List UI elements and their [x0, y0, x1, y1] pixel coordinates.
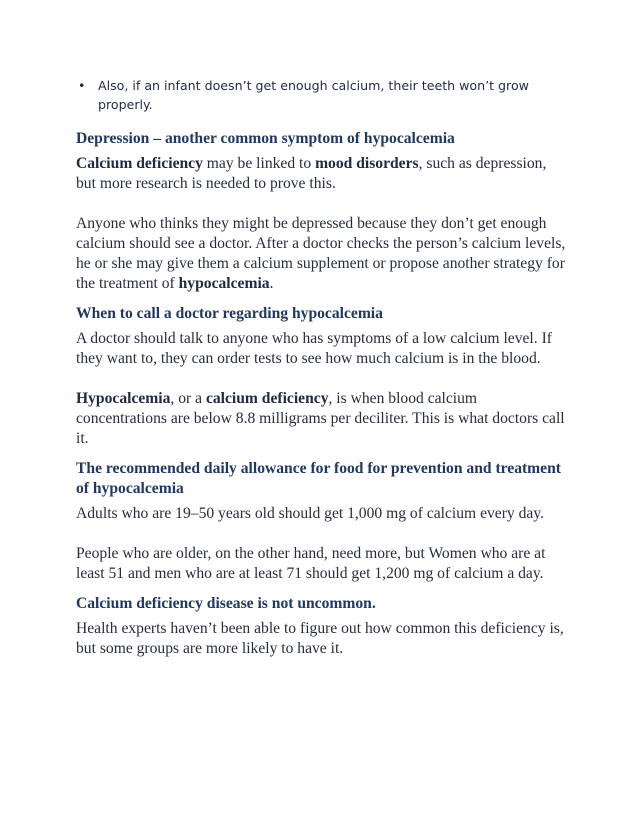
bold-calcium-deficiency: calcium deficiency [205, 390, 329, 407]
bold-mood-disorders: mood disorders [315, 155, 419, 172]
paragraph-older-people: People who are older, on the other hand, need more, but Women who are at least 51 and men who are at least 71 should get 1,200 mg of calcium a day. [76, 545, 546, 582]
text-span: , is when blood calcium concentrations are below 8.8 milligrams per deciliter. This is what doctors call it. [76, 390, 565, 447]
bullet-marker: • [78, 78, 86, 93]
heading-daily-allowance: The recommended daily allowance for food for prevention and treatment of hypocalcemia [76, 460, 561, 497]
bullet-list-item [78, 76, 558, 114]
paragraph-health-experts: Health experts haven’t been able to figure out how common this deficiency is, but some groups are more likely to have it. [76, 620, 564, 657]
text-span: Anyone who thinks they might be depressed because they don’t get enough calcium should see a doctor. After a doctor checks the person’s calcium levels, he or she may give them a calcium supplement or propose another strategy for the treatment of [76, 215, 566, 292]
text-span: , such as depression, but more research is needed to prove this. [76, 155, 547, 192]
text-span: . [269, 275, 274, 292]
bold-calcium-deficiency: Calcium deficiency [76, 155, 203, 172]
bold-hypocalcemia: hypocalcemia [178, 275, 270, 292]
paragraph-adults: Adults who are 19–50 years old should get 1,000 mg of calcium every day. [76, 505, 544, 522]
heading-not-uncommon: Calcium deficiency disease is not uncommon. [76, 595, 376, 612]
text-span: may be linked to [202, 155, 316, 172]
text-span: , or a [170, 390, 206, 407]
paragraph-definition [76, 389, 566, 449]
paragraph-see-doctor [76, 214, 566, 294]
heading-depression: Depression – another common symptom of hypocalcemia [76, 130, 455, 147]
bold-hypocalcemia: Hypocalcemia [76, 390, 171, 407]
bullet-text: Also, if an infant doesn’t get enough calcium, their teeth won’t grow properly. [98, 78, 529, 112]
paragraph-doctor-tests: A doctor should talk to anyone who has symptoms of a low calcium level. If they want to, they can order tests to see how much calcium is in the blood. [76, 330, 552, 367]
heading-when-to-call-doctor: When to call a doctor regarding hypocalcemia [76, 305, 383, 322]
document-body [76, 129, 566, 679]
paragraph-mood-disorders [76, 154, 566, 194]
